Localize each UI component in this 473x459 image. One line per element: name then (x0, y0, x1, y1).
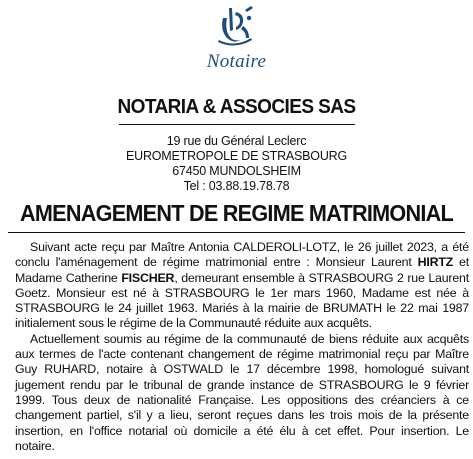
office-name: NOTARIA & ASSOCIES SAS (117, 96, 356, 118)
address-line-street: 19 rue du Général Leclerc (166, 134, 307, 148)
notaire-wordmark: Notaire (206, 51, 267, 72)
office-address (0, 134, 473, 194)
address-line-phone: Tel : 03.88.19.78.78 (183, 179, 290, 193)
title-divider (8, 232, 465, 233)
notice-paragraph-2: Actuellement soumis au régime de la communauté de biens réduite aux acquêts aux termes de l'acte contenant changement de régime matrimonial reçu par Maître Guy RUHARD, notaire à OSTWALD le 17 décembre 1998, homologué suivant jugement rendu par le tribunal de grande instance de STRASBOURG le 9 février 1999. Tous deux de nationalité Française. Les oppositions des créanciers à ce changement partiel, s'il y a lieu, seront reçues dans les trois mois de la présente insertion, en l'office notarial où domicile a été élu à cet effet. Pour insertion. Le notaire. (15, 331, 469, 453)
notice-body (15, 240, 469, 454)
address-line-postcode: 67450 MUNDOLSHEIM (172, 164, 301, 178)
notaire-logo (0, 4, 473, 74)
notice-paragraph-1 (15, 240, 469, 332)
office-divider (119, 124, 355, 125)
paragraph-1-text-a: Suivant acte reçu par Maître Antonia CALDEROLI-LOTZ, le 26 juillet 2023, a été conclu l'aménagement de régime matrimonial entre : Monsieur Laurent (15, 240, 469, 270)
paragraph-1-text-c: , demeurant ensemble à STRASBOURG 2 rue Laurent Goetz. Monsieur est né à STRASBOURG le 1er mars 1960, Madame est née à STRASBOURG le 24 juillet 1963. Mariés à la mairie de BRUMATH le 22 mai 1987 initialement sous le régime de la Communauté réduite aux acquêts. (15, 270, 469, 331)
notaire-emblem-icon (205, 4, 265, 50)
spouse-surname-1: HIRTZ (417, 255, 454, 270)
spouse-surname-2: FISCHER (121, 270, 175, 285)
paragraph-1-text-b: et Madame Catherine (15, 255, 469, 285)
address-line-city: EUROMETROPOLE DE STRASBOURG (125, 149, 348, 163)
notice-title: AMENAGEMENT DE REGIME MATRIMONIAL (20, 200, 453, 226)
